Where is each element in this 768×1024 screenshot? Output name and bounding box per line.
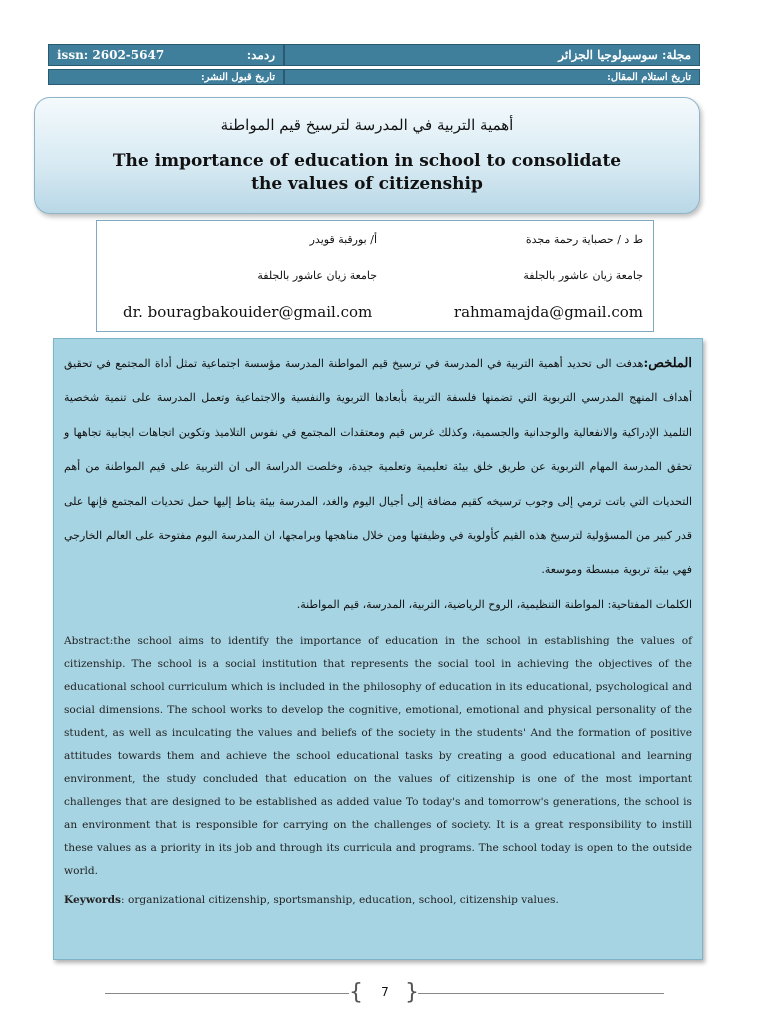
page-number: 7 — [381, 985, 389, 999]
journal-name-cell — [284, 44, 700, 66]
footer-rule-left — [105, 993, 349, 994]
title-english: The importance of education in school to consolidate the values of citizenship — [112, 151, 622, 194]
author-2 — [117, 221, 387, 331]
author-1-name: ط د / حصباية رحمة مجدة — [525, 233, 643, 246]
author-1 — [403, 221, 643, 331]
issn-value: issn: 2602-5647 — [57, 48, 165, 62]
arabic-abstract-label: الملخص: — [643, 356, 692, 371]
abstract-box — [53, 338, 703, 960]
issn-label: ردمد: — [246, 48, 275, 62]
accepted-date-cell — [48, 69, 284, 85]
author-1-email[interactable]: rahmamajda@gmail.com — [453, 303, 643, 321]
author-2-name: أ/ بورقبة قويدر — [309, 233, 377, 246]
title-arabic: أهمية التربية في المدرسة لترسيخ قيم المواطنة — [220, 116, 514, 134]
footer-rule-right — [418, 993, 664, 994]
english-keywords-label: Keywords — [64, 893, 122, 906]
authors-box — [96, 220, 654, 332]
journal-header-row — [48, 44, 700, 66]
dates-header-row — [48, 69, 700, 85]
arabic-abstract-text: هدفت الى تحديد أهمية التربية في المدرسة في ترسيخ قيم المواطنة المدرسة مؤسسة اجتماعية تمثل أداة المجتمع في تحقيق أهداف المنهج المدرسي التربوية التي تضمنها فلسفة التربية بأبعادها التربوية والنفسية والاجتماعية وتعمل المدرسة على تنمية شخصية التلميذ الإدراكية والانفعالية والوجدانية والجسمية، وكذلك غرس قيم ومعتقدات المجتمع في نفوس التلاميذ وتكوين اتجاهات ايجابية تجاهها و تحقق المدرسة المهام التربوية عن طريق خلق بيئة تعليمية وتعلمية جيدة، وخلصت الدراسة الى ان التربية على قيم المواطنة من أهم التحديات التي باتت ترمي إلى وجوب ترسيخه كقيم مضافة إلى أجيال اليوم والغد، المدرسة بيئة يناط إليها حمل تحديات المجتمع فإنها على قدر كبير من المسؤولية لترسيخ هذه القيم كأولوية في وظيفتها ومن خلال مناهجها وبرامجها، ان المدرسة اليوم مفتوحة على العالم الخارجي فهي بيئة تربوية مبسطة وموسعة. — [64, 357, 692, 577]
accepted-date-label: تاريخ قبول النشر: — [200, 71, 275, 83]
author-2-email[interactable]: dr. bouragbakouider@gmail.com — [123, 303, 373, 321]
english-keywords-text: : organizational citizenship, sportsmanship, education, school, citizenship values. — [121, 893, 559, 906]
author-1-university: جامعة زيان عاشور بالجلفة — [523, 269, 643, 282]
arabic-keywords: الكلمات المفتاحية: المواطنة التنظيمية، الروح الرياضية، التربية، المدرسة، قيم المواطنة. — [296, 597, 692, 611]
received-date-label: تاريخ استلام المقال: — [607, 71, 691, 83]
arabic-abstract — [64, 347, 692, 588]
received-date-cell — [284, 69, 700, 85]
footer-bracket-right: } — [405, 980, 419, 1005]
issn-cell — [48, 44, 284, 66]
title-box — [34, 97, 700, 214]
journal-name: مجلة: سوسيولوجيا الجزائر — [558, 48, 691, 62]
english-abstract: Abstract:the school aims to identify the importance of education in the school in establishing the values of citizenship. The school is a social institution that represents the social tool in achieving the objectives of the educational school curriculum which is included in the philosophy of education in its educational, psychological and social dimensions. The school works to develop the cognitive, emotional, emotional and physical personality of the student, as well as inculcating the values and beliefs of the society in the students' And the formation of positive attitudes towards them and achieve the school educational tasks by creating a good educational and learning environment, the study concluded that education on the values of citizenship is one of the most important challenges that are designed to be established as added value To today's and tomorrow's generations, the school is an environment that is responsible for carrying on the challenges of society. It is a great responsibility to instill these values as a priority in its job and through its curricula and programs. The school today is open to the outside world. — [64, 634, 692, 877]
footer-bracket-left: { — [349, 980, 363, 1005]
english-keywords — [64, 891, 692, 909]
author-2-university: جامعة زيان عاشور بالجلفة — [257, 269, 377, 282]
